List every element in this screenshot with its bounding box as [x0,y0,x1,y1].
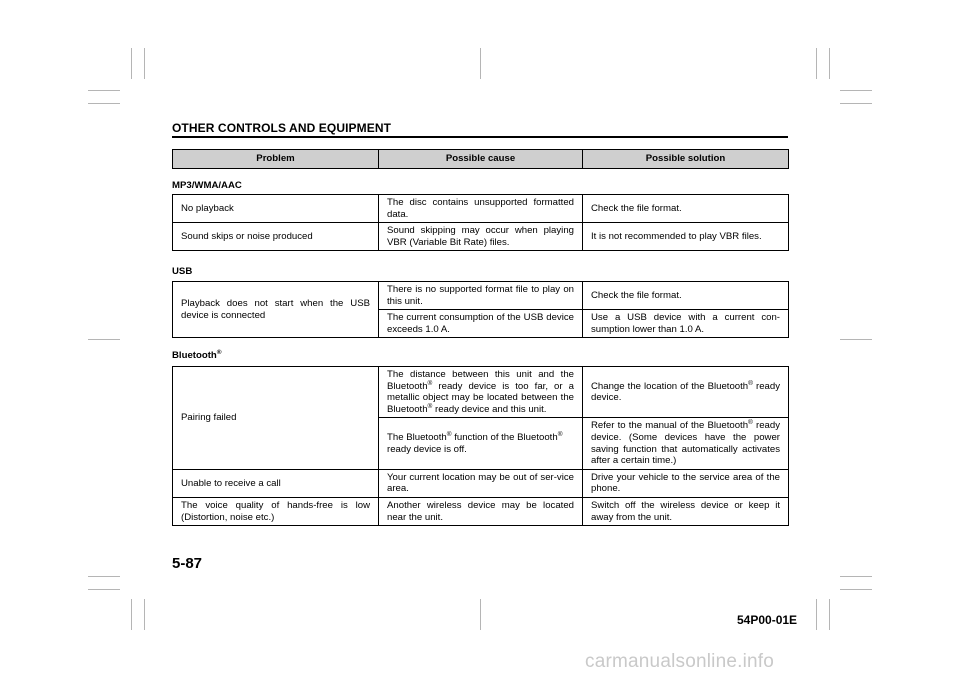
problem-cell: Playback does not start when the USB device is connected [173,282,379,338]
crop-mark [88,103,120,104]
cause-text: The distance between this unit and the Bluetooth [387,369,574,392]
solution-cell [583,367,789,418]
header-rule [172,136,788,138]
solution-text: Change the location of the Bluetooth [591,380,749,392]
crop-mark [480,48,481,79]
cause-text: ready device and this unit. [432,403,547,415]
problem-cell: No playback [173,195,379,223]
table-row [173,195,789,223]
solution-text: ready device. (Some devices have the power saving function that automatically activates after a certain time.) [591,420,780,467]
cause-text: ready device is off. [387,443,467,455]
problem-cell: Sound skips or noise produced [173,223,379,251]
crop-mark [88,576,120,577]
solution-cell: Check the file format. [583,195,789,223]
crop-mark [840,339,872,340]
problem-cell: The voice quality of hands-free is low (Distortion, noise etc.) [173,497,379,525]
solution-cell: Use a USB device with a current con-sumption lower than 1.0 A. [583,310,789,338]
table-row [173,367,789,418]
crop-mark [829,48,830,79]
crop-mark [829,599,830,630]
crop-mark [840,90,872,91]
table-row [173,469,789,497]
cause-text: function of the Bluetooth [451,431,558,443]
cause-cell [379,418,583,469]
cause-cell: The disc contains unsupported formatted data. [379,195,583,223]
crop-mark [816,48,817,79]
table-header-row [173,150,789,169]
column-header-cause: Possible cause [379,150,583,169]
section-title-bluetooth [172,350,222,361]
crop-mark [88,589,120,590]
watermark: carmanualsonline.info [585,651,775,672]
cause-cell [379,367,583,418]
solution-cell: It is not recommended to play VBR files. [583,223,789,251]
solution-text: ready device. [591,380,781,404]
registered-mark: ® [557,430,563,438]
table-row [173,282,789,310]
crop-mark [131,48,132,79]
cause-cell: There is no supported format file to play on this unit. [379,282,583,310]
crop-mark [88,90,120,91]
crop-mark [131,599,132,630]
registered-mark: ® [427,402,433,410]
crop-mark [144,48,145,79]
registered-mark: ® [446,430,452,438]
crop-mark [840,576,872,577]
crop-mark [840,589,872,590]
column-header-solution: Possible solution [583,150,789,169]
bluetooth-table [172,366,789,526]
mp3-table [172,194,789,251]
crop-mark [88,339,120,340]
section-title-usb: USB [172,266,193,277]
problem-cell: Pairing failed [173,367,379,470]
problem-cell: Unable to receive a call [173,469,379,497]
cause-cell: Your current location may be out of ser-vice area. [379,469,583,497]
column-header-problem: Problem [173,150,379,169]
solution-cell [583,418,789,469]
registered-mark: ® [748,379,753,387]
section-header-title: OTHER CONTROLS AND EQUIPMENT [172,121,392,135]
cause-cell: Another wireless device may be located near the unit. [379,497,583,525]
cause-text: The Bluetooth [387,431,447,443]
cause-cell: Sound skipping may occur when playing VBR (Variable Bit Rate) files. [379,223,583,251]
registered-mark: ® [216,348,222,356]
crop-mark [144,599,145,630]
table-row [173,497,789,525]
table-row [173,223,789,251]
page-number: 5-87 [172,555,203,572]
usb-table [172,281,789,338]
solution-text: Refer to the manual of the Bluetooth [591,420,749,432]
crop-mark [480,599,481,630]
document-code: 54P00-01E [737,613,798,627]
solution-cell: Check the file format. [583,282,789,310]
section-title-text: Bluetooth [172,350,217,361]
cause-text: ready device is too far, or a metallic object may be located between the Bluetooth [387,380,574,415]
solution-cell: Drive your vehicle to the service area of the phone. [583,469,789,497]
crop-mark [816,599,817,630]
column-header-table [172,149,789,169]
cause-cell: The current consumption of the USB device exceeds 1.0 A. [379,310,583,338]
solution-cell: Switch off the wireless device or keep it away from the unit. [583,497,789,525]
section-title-mp3: MP3/WMA/AAC [172,180,242,191]
registered-mark: ® [748,419,753,427]
registered-mark: ® [427,379,433,387]
crop-mark [840,103,872,104]
